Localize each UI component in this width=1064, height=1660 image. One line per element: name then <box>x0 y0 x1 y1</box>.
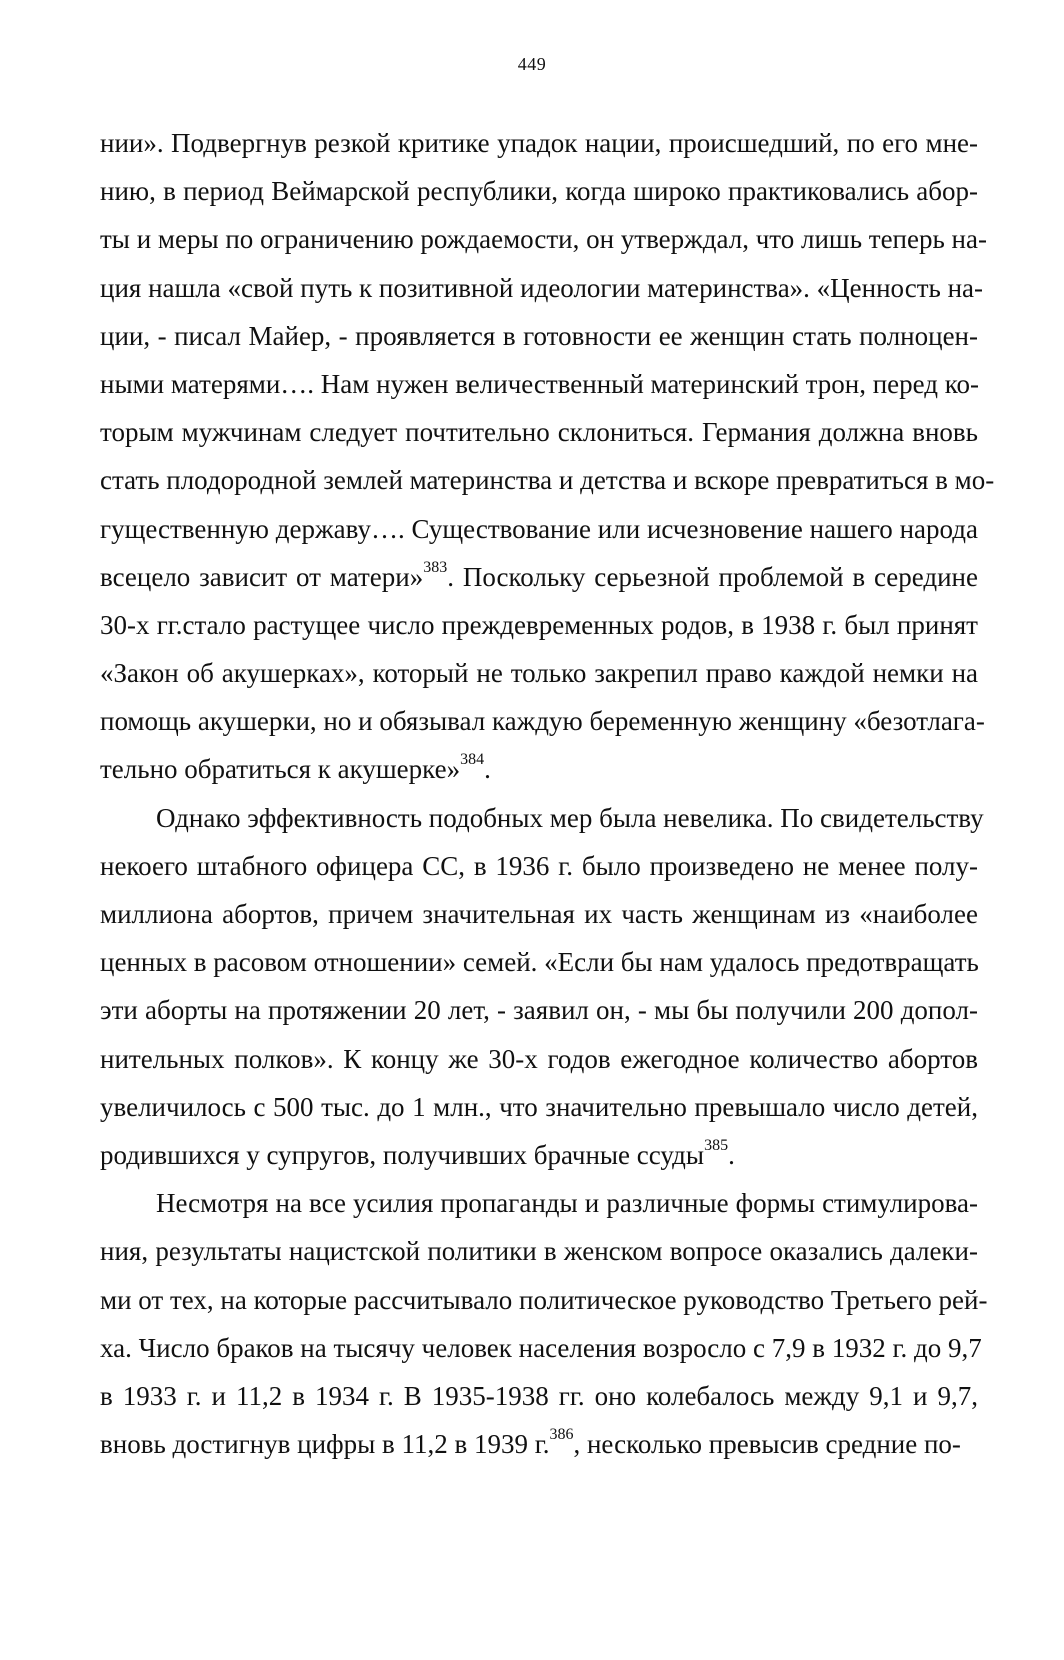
text-line: Однако эффективность подобных мер была невелика. По свидетельству <box>156 802 984 833</box>
text-line: увеличилось с 500 тыс. до 1 млн., что значительно превышало число детей, <box>100 1091 978 1122</box>
text-line: ми от тех, на которые рассчитывало политическое руководство Третьего рей- <box>100 1284 988 1315</box>
text-line: ния, результаты нацистской политики в женском вопросе оказались далеки- <box>100 1236 978 1267</box>
text-line <box>100 745 978 793</box>
text-line: нии». Подвергнув резкой критике упадок нации, происшедший, по его мне- <box>100 128 978 158</box>
footnote-reference[interactable]: 384 <box>460 751 485 769</box>
text-line: Несмотря на все усилия пропаганды и различные формы стимулирова- <box>156 1188 978 1219</box>
line-text: всецело зависит от матери» <box>100 561 424 592</box>
page-number: 449 <box>517 54 547 74</box>
text-line: эти аборты на протяжении 20 лет, - заявил он, - мы бы получили 200 допол- <box>100 995 978 1026</box>
text-line: ция нашла «свой путь к позитивной идеологии материнства». «Ценность на- <box>100 272 983 303</box>
text-line: торым мужчинам следует почтительно склониться. Германия должна вновь <box>100 417 978 448</box>
text-line: ными матерями…. Нам нужен величественный материнский трон, перед ко- <box>100 368 980 399</box>
text-line: стать плодородной землей материнства и детства и вскоре превратиться в мо- <box>100 465 995 496</box>
footnote-reference[interactable]: 386 <box>549 1426 574 1444</box>
text-line: некоего штабного офицера СС, в 1936 г. было произведено не менее полу- <box>100 850 978 881</box>
text-line: гущественную державу…. Существование или исчезновение нашего народа <box>100 513 978 544</box>
text-line: 30-х гг.стало растущее число преждевременных родов, в 1938 г. был принят <box>100 609 978 640</box>
body-text <box>100 119 995 1468</box>
text-line: ты и меры по ограничению рождаемости, он утверждал, что лишь теперь на- <box>100 224 987 255</box>
footnote-reference[interactable]: 385 <box>704 1136 729 1154</box>
text-line: в 1933 г. и 11,2 в 1934 г. В 1935-1938 гг. оно колебалось между 9,1 и 9,7, <box>100 1380 978 1411</box>
footnote-reference[interactable]: 383 <box>423 558 448 576</box>
line-text: вновь достигнув цифры в 11,2 в 1939 г. <box>100 1429 550 1460</box>
paragraph <box>100 119 995 794</box>
paragraph <box>100 794 984 1180</box>
line-text: . <box>728 1139 735 1170</box>
line-text: родившихся у супругов, получивших брачные ссуды <box>100 1139 705 1170</box>
line-text: , несколько превысив средние по- <box>573 1429 961 1460</box>
text-line: нию, в период Веймарской республики, когда широко практиковались абор- <box>100 176 978 207</box>
text-line: «Закон об акушерках», который не только закрепил право каждой немки на <box>100 658 978 689</box>
text-line: нительных полков». К концу же 30-х годов ежегодное количество абортов <box>100 1043 978 1074</box>
text-line: миллиона абортов, причем значительная их часть женщинам из «наиболее <box>100 899 978 929</box>
text-line <box>100 1131 978 1179</box>
text-line: ха. Число браков на тысячу человек населения возросло с 7,9 в 1932 г. до 9,7 <box>100 1332 982 1363</box>
line-text: . <box>484 754 491 785</box>
line-text: . Поскольку серьезной проблемой в середине <box>447 561 978 592</box>
text-line: помощь акушерки, но и обязывал каждую беременную женщину «безотлага- <box>100 706 985 737</box>
text-line <box>100 553 978 601</box>
text-line: ценных в расовом отношении» семей. «Если бы нам удалось предотвращать <box>100 947 979 978</box>
text-line <box>100 1420 978 1468</box>
text-line: ции, - писал Майер, - проявляется в готовности ее женщин стать полноцен- <box>100 320 978 351</box>
paragraph <box>100 1179 988 1468</box>
line-text: тельно обратиться к акушерке» <box>100 754 461 785</box>
